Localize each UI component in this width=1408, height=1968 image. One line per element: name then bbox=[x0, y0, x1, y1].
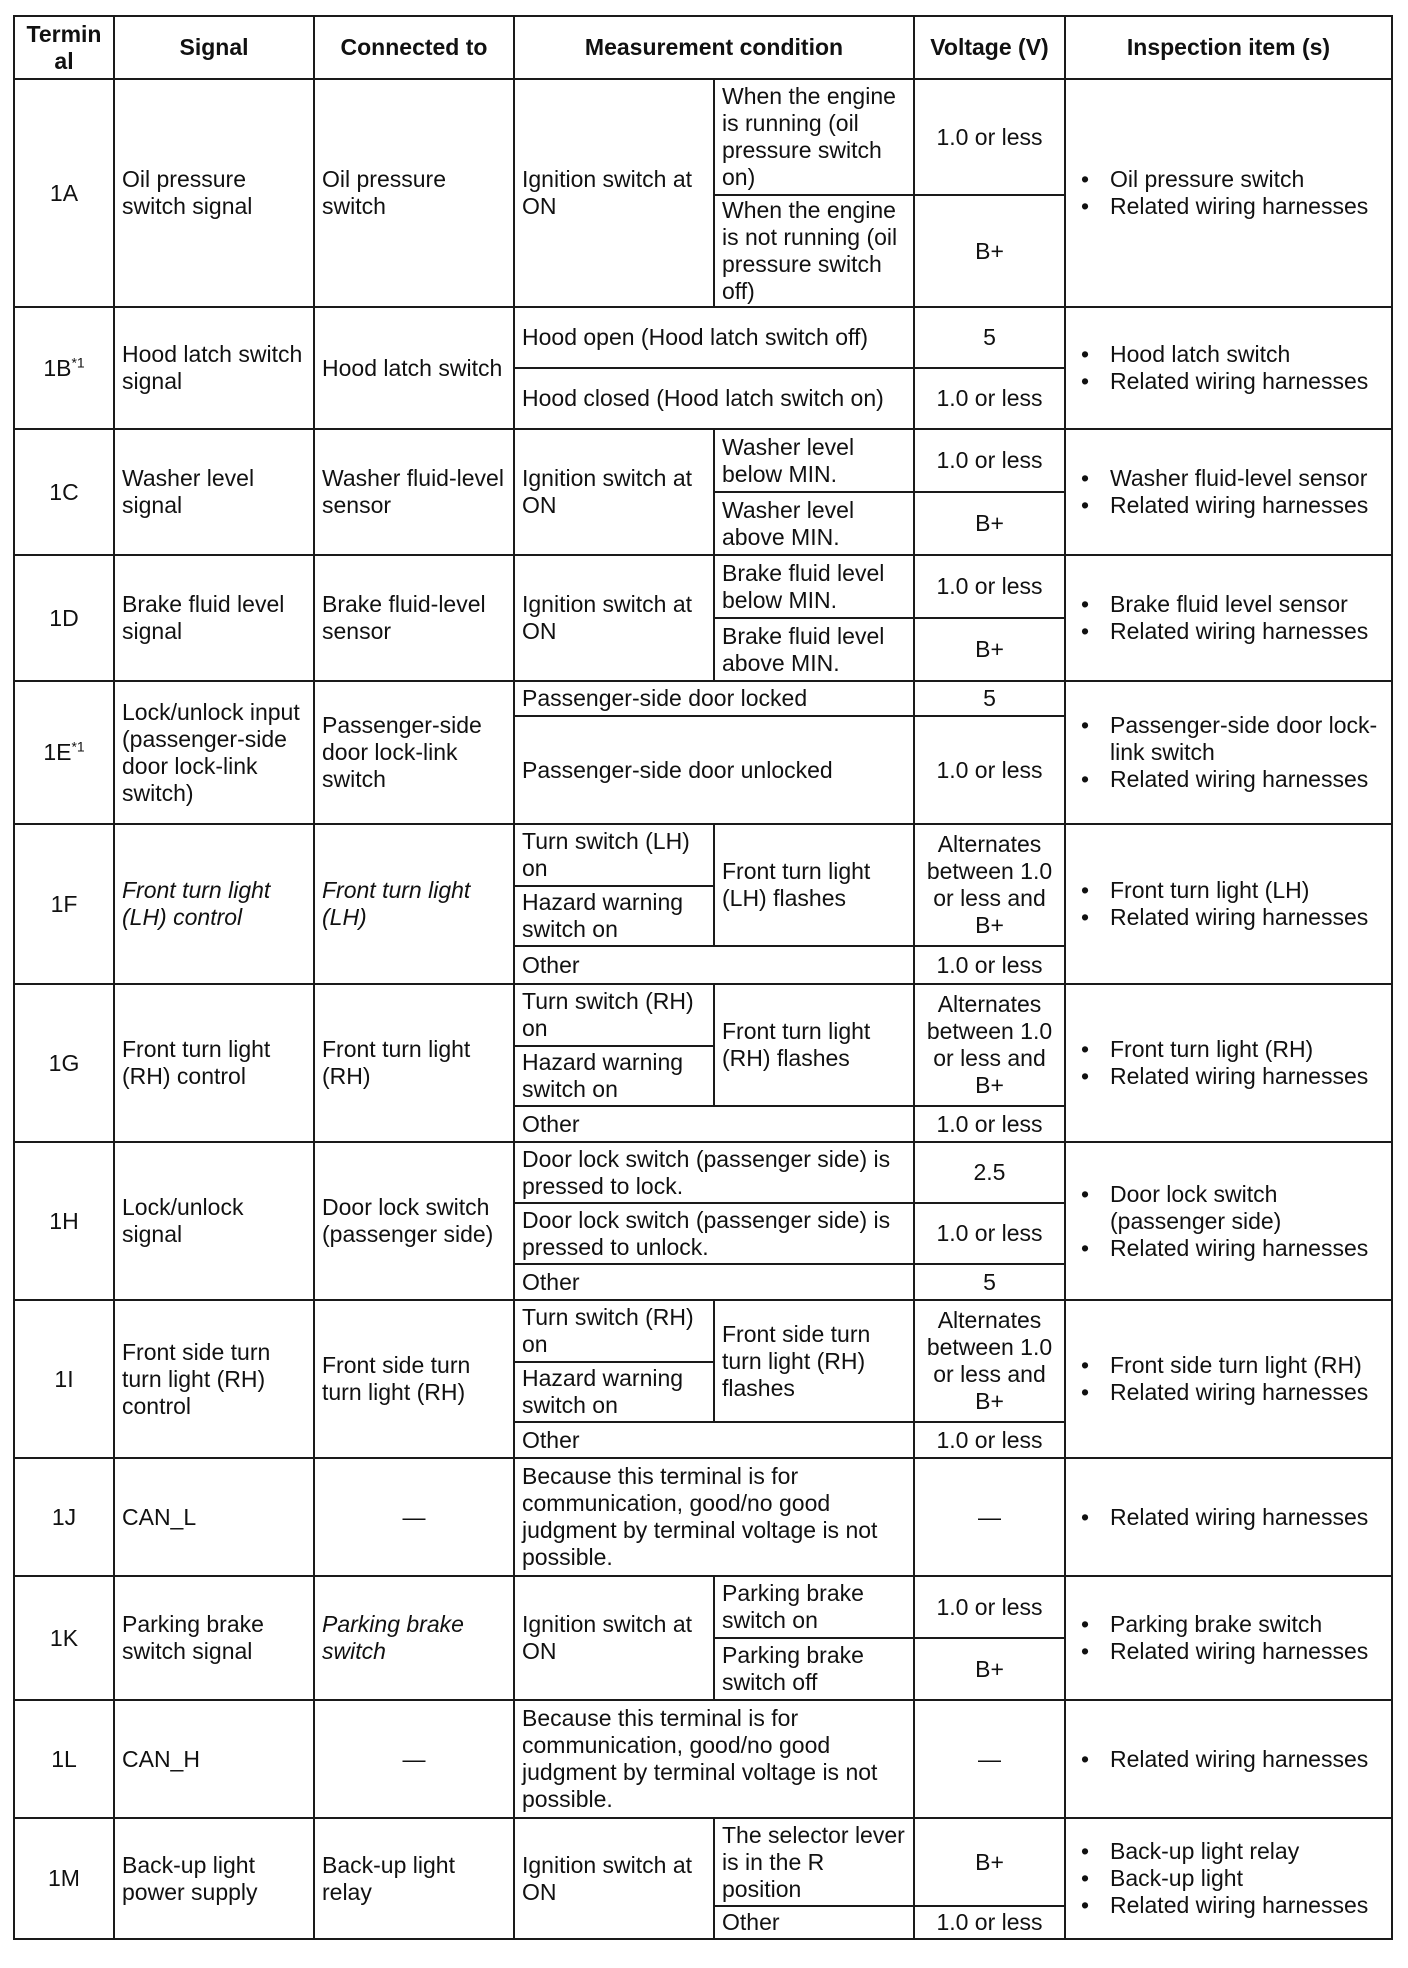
voltage-cell: 1.0 or less bbox=[914, 946, 1065, 984]
condition-cell: Hazard warning switch on bbox=[514, 1362, 714, 1422]
inspection-list bbox=[1073, 591, 1384, 645]
terminal-label: 1B bbox=[43, 354, 72, 381]
inspection-item: • Door lock switch (passenger side) bbox=[1081, 1181, 1384, 1235]
inspection-item: • Related wiring harnesses bbox=[1081, 618, 1384, 645]
condition-cell: Parking brake switch on bbox=[714, 1576, 914, 1638]
voltage-cell: 1.0 or less bbox=[914, 429, 1065, 492]
signal-cell: Lock/unlock input (passenger-side door lock-link switch) bbox=[114, 681, 314, 824]
signal-cell: Parking brake switch signal bbox=[114, 1576, 314, 1700]
inspection-list bbox=[1073, 877, 1384, 931]
condition-cell: The selector lever is in the R position bbox=[714, 1818, 914, 1906]
condition-cell: Other bbox=[514, 1422, 914, 1458]
voltage-cell: Alternates between 1.0 or less and B+ bbox=[914, 984, 1065, 1106]
inspection-item: • Back-up light bbox=[1081, 1865, 1384, 1892]
terminal-cell: 1M bbox=[14, 1818, 114, 1939]
voltage-cell: B+ bbox=[914, 492, 1065, 555]
inspection-item: • Front turn light (LH) bbox=[1081, 877, 1384, 904]
voltage-cell: 2.5 bbox=[914, 1142, 1065, 1203]
signal-cell: Oil pressure switch signal bbox=[114, 79, 314, 307]
table-row bbox=[14, 1300, 1392, 1362]
terminal-cell: 1C bbox=[14, 429, 114, 555]
signal-cell: CAN_H bbox=[114, 1700, 314, 1818]
inspection-item: • Related wiring harnesses bbox=[1081, 1746, 1384, 1773]
condition-cell: Washer level below MIN. bbox=[714, 429, 914, 492]
inspection-item: • Hood latch switch bbox=[1081, 341, 1384, 368]
condition-cell: Hood open (Hood latch switch off) bbox=[514, 307, 914, 368]
voltage-cell: B+ bbox=[914, 1638, 1065, 1700]
inspection-cell bbox=[1065, 984, 1392, 1142]
condition-cell: Door lock switch (passenger side) is pressed to unlock. bbox=[514, 1203, 914, 1264]
inspection-item: • Related wiring harnesses bbox=[1081, 1504, 1384, 1531]
terminal-cell bbox=[14, 681, 114, 824]
header-measurement-condition: Measurement condition bbox=[514, 16, 914, 79]
signal-cell: Washer level signal bbox=[114, 429, 314, 555]
condition-cell: Passenger-side door unlocked bbox=[514, 716, 914, 824]
condition-cell: Hood closed (Hood latch switch on) bbox=[514, 368, 914, 429]
inspection-list bbox=[1073, 166, 1384, 220]
connected-cell: Parking brake switch bbox=[314, 1576, 514, 1700]
inspection-list bbox=[1073, 712, 1384, 793]
condition-main-cell: Ignition switch at ON bbox=[514, 79, 714, 307]
inspection-item: • Oil pressure switch bbox=[1081, 166, 1384, 193]
condition-main-cell: Ignition switch at ON bbox=[514, 429, 714, 555]
signal-cell: Hood latch switch signal bbox=[114, 307, 314, 429]
condition-main-cell: Ignition switch at ON bbox=[514, 555, 714, 681]
table-row bbox=[14, 429, 1392, 492]
inspection-list bbox=[1073, 1036, 1384, 1090]
condition-cell: Turn switch (RH) on bbox=[514, 984, 714, 1046]
signal-cell: Brake fluid level signal bbox=[114, 555, 314, 681]
connected-cell: Front turn light (RH) bbox=[314, 984, 514, 1142]
table-row bbox=[14, 1700, 1392, 1818]
voltage-cell: 1.0 or less bbox=[914, 1576, 1065, 1638]
inspection-cell bbox=[1065, 1458, 1392, 1576]
connected-cell: Hood latch switch bbox=[314, 307, 514, 429]
terminal-cell: 1F bbox=[14, 824, 114, 984]
connected-cell: Brake fluid-level sensor bbox=[314, 555, 514, 681]
voltage-cell: B+ bbox=[914, 1818, 1065, 1906]
inspection-cell bbox=[1065, 824, 1392, 984]
inspection-cell bbox=[1065, 555, 1392, 681]
signal-cell: CAN_L bbox=[114, 1458, 314, 1576]
inspection-list bbox=[1073, 1181, 1384, 1262]
header-voltage: Voltage (V) bbox=[914, 16, 1065, 79]
inspection-item: • Related wiring harnesses bbox=[1081, 904, 1384, 931]
connected-cell: Oil pressure switch bbox=[314, 79, 514, 307]
terminal-cell bbox=[14, 307, 114, 429]
connected-cell: Front side turn turn light (RH) bbox=[314, 1300, 514, 1458]
voltage-cell: 1.0 or less bbox=[914, 555, 1065, 618]
header-signal: Signal bbox=[114, 16, 314, 79]
inspection-item: • Related wiring harnesses bbox=[1081, 1892, 1384, 1919]
voltage-cell: B+ bbox=[914, 195, 1065, 307]
signal-cell: Lock/unlock signal bbox=[114, 1142, 314, 1300]
terminal-voltage-table bbox=[13, 15, 1393, 1940]
voltage-cell: 5 bbox=[914, 681, 1065, 716]
inspection-item: • Related wiring harnesses bbox=[1081, 368, 1384, 395]
terminal-cell: 1K bbox=[14, 1576, 114, 1700]
inspection-item: • Related wiring harnesses bbox=[1081, 766, 1384, 793]
inspection-cell bbox=[1065, 681, 1392, 824]
inspection-list bbox=[1073, 465, 1384, 519]
condition-cell: Door lock switch (passenger side) is pressed to lock. bbox=[514, 1142, 914, 1203]
terminal-cell: 1G bbox=[14, 984, 114, 1142]
voltage-cell: 5 bbox=[914, 307, 1065, 368]
table-row bbox=[14, 984, 1392, 1046]
inspection-item: • Front side turn light (RH) bbox=[1081, 1352, 1384, 1379]
terminal-cell: 1J bbox=[14, 1458, 114, 1576]
inspection-item: • Back-up light relay bbox=[1081, 1838, 1384, 1865]
inspection-cell bbox=[1065, 1818, 1392, 1939]
inspection-cell bbox=[1065, 1700, 1392, 1818]
footnote-marker: *1 bbox=[71, 738, 85, 755]
connected-cell: Back-up light relay bbox=[314, 1818, 514, 1939]
terminal-cell: 1I bbox=[14, 1300, 114, 1458]
condition-cell: Hazard warning switch on bbox=[514, 1046, 714, 1106]
table-row bbox=[14, 555, 1392, 618]
inspection-item: • Related wiring harnesses bbox=[1081, 193, 1384, 220]
condition-cell: Other bbox=[714, 1906, 914, 1939]
header-connected-to: Connected to bbox=[314, 16, 514, 79]
inspection-item: • Related wiring harnesses bbox=[1081, 1638, 1384, 1665]
condition-cell: Because this terminal is for communication, good/no good judgment by terminal voltage is not possible. bbox=[514, 1700, 914, 1818]
terminal-cell: 1L bbox=[14, 1700, 114, 1818]
inspection-cell bbox=[1065, 1300, 1392, 1458]
table-row bbox=[14, 1458, 1392, 1576]
condition-cell: Brake fluid level below MIN. bbox=[714, 555, 914, 618]
condition-cell: Because this terminal is for communication, good/no good judgment by terminal voltage is not possible. bbox=[514, 1458, 914, 1576]
voltage-cell: 1.0 or less bbox=[914, 79, 1065, 195]
voltage-cell: 1.0 or less bbox=[914, 1422, 1065, 1458]
voltage-cell: Alternates between 1.0 or less and B+ bbox=[914, 1300, 1065, 1422]
table-row bbox=[14, 1576, 1392, 1638]
voltage-cell: 1.0 or less bbox=[914, 1203, 1065, 1264]
condition-cell: Brake fluid level above MIN. bbox=[714, 618, 914, 681]
voltage-cell: 1.0 or less bbox=[914, 1106, 1065, 1142]
inspection-cell bbox=[1065, 429, 1392, 555]
condition-cell: Passenger-side door locked bbox=[514, 681, 914, 716]
inspection-item: • Parking brake switch bbox=[1081, 1611, 1384, 1638]
condition-cell: Other bbox=[514, 1106, 914, 1142]
voltage-cell: 5 bbox=[914, 1264, 1065, 1300]
inspection-list bbox=[1073, 1504, 1384, 1531]
inspection-item: • Washer fluid-level sensor bbox=[1081, 465, 1384, 492]
connected-cell: — bbox=[314, 1700, 514, 1818]
connected-cell: — bbox=[314, 1458, 514, 1576]
condition-result-cell: Front turn light (LH) flashes bbox=[714, 824, 914, 946]
condition-cell: Other bbox=[514, 946, 914, 984]
condition-cell: When the engine is running (oil pressure switch on) bbox=[714, 79, 914, 195]
condition-cell: Other bbox=[514, 1264, 914, 1300]
terminal-cell: 1A bbox=[14, 79, 114, 307]
condition-main-cell: Ignition switch at ON bbox=[514, 1818, 714, 1939]
table-row bbox=[14, 79, 1392, 195]
condition-cell: Hazard warning switch on bbox=[514, 886, 714, 946]
connected-cell: Passenger-side door lock-link switch bbox=[314, 681, 514, 824]
inspection-cell bbox=[1065, 1576, 1392, 1700]
voltage-cell: Alternates between 1.0 or less and B+ bbox=[914, 824, 1065, 946]
condition-main-cell: Ignition switch at ON bbox=[514, 1576, 714, 1700]
inspection-item: • Related wiring harnesses bbox=[1081, 1379, 1384, 1406]
connected-cell: Washer fluid-level sensor bbox=[314, 429, 514, 555]
voltage-cell: — bbox=[914, 1458, 1065, 1576]
inspection-list bbox=[1073, 341, 1384, 395]
terminal-voltage-document bbox=[13, 15, 1391, 1940]
signal-cell: Front turn light (LH) control bbox=[114, 824, 314, 984]
table-row bbox=[14, 307, 1392, 368]
voltage-cell: — bbox=[914, 1700, 1065, 1818]
inspection-item: • Related wiring harnesses bbox=[1081, 1063, 1384, 1090]
condition-cell: Turn switch (RH) on bbox=[514, 1300, 714, 1362]
table-row bbox=[14, 1142, 1392, 1203]
voltage-cell: B+ bbox=[914, 618, 1065, 681]
inspection-list bbox=[1073, 1352, 1384, 1406]
condition-cell: When the engine is not running (oil pressure switch off) bbox=[714, 195, 914, 307]
table-row bbox=[14, 1818, 1392, 1906]
inspection-cell bbox=[1065, 307, 1392, 429]
table-row bbox=[14, 681, 1392, 716]
condition-cell: Parking brake switch off bbox=[714, 1638, 914, 1700]
terminal-label: 1E bbox=[43, 739, 72, 765]
inspection-list bbox=[1073, 1838, 1384, 1919]
header-inspection-items: Inspection item (s) bbox=[1065, 16, 1392, 79]
terminal-cell: 1D bbox=[14, 555, 114, 681]
inspection-cell bbox=[1065, 79, 1392, 307]
inspection-item: • Front turn light (RH) bbox=[1081, 1036, 1384, 1063]
connected-cell: Door lock switch (passenger side) bbox=[314, 1142, 514, 1300]
inspection-item: • Related wiring harnesses bbox=[1081, 1235, 1384, 1262]
header-terminal: Termin al bbox=[14, 16, 114, 79]
signal-cell: Front side turn turn light (RH) control bbox=[114, 1300, 314, 1458]
connected-cell: Front turn light (LH) bbox=[314, 824, 514, 984]
table-row bbox=[14, 824, 1392, 886]
inspection-item: • Passenger-side door lock-link switch bbox=[1081, 712, 1384, 766]
inspection-item: • Related wiring harnesses bbox=[1081, 492, 1384, 519]
signal-cell: Front turn light (RH) control bbox=[114, 984, 314, 1142]
condition-cell: Washer level above MIN. bbox=[714, 492, 914, 555]
signal-cell: Back-up light power supply bbox=[114, 1818, 314, 1939]
condition-result-cell: Front turn light (RH) flashes bbox=[714, 984, 914, 1106]
header-row bbox=[14, 16, 1392, 79]
voltage-cell: 1.0 or less bbox=[914, 1906, 1065, 1939]
inspection-item: • Brake fluid level sensor bbox=[1081, 591, 1384, 618]
condition-result-cell: Front side turn turn light (RH) flashes bbox=[714, 1300, 914, 1422]
inspection-list bbox=[1073, 1746, 1384, 1773]
condition-cell: Turn switch (LH) on bbox=[514, 824, 714, 886]
voltage-cell: 1.0 or less bbox=[914, 716, 1065, 824]
inspection-cell bbox=[1065, 1142, 1392, 1300]
footnote-marker: *1 bbox=[71, 353, 85, 370]
inspection-list bbox=[1073, 1611, 1384, 1665]
voltage-cell: 1.0 or less bbox=[914, 368, 1065, 429]
terminal-cell: 1H bbox=[14, 1142, 114, 1300]
